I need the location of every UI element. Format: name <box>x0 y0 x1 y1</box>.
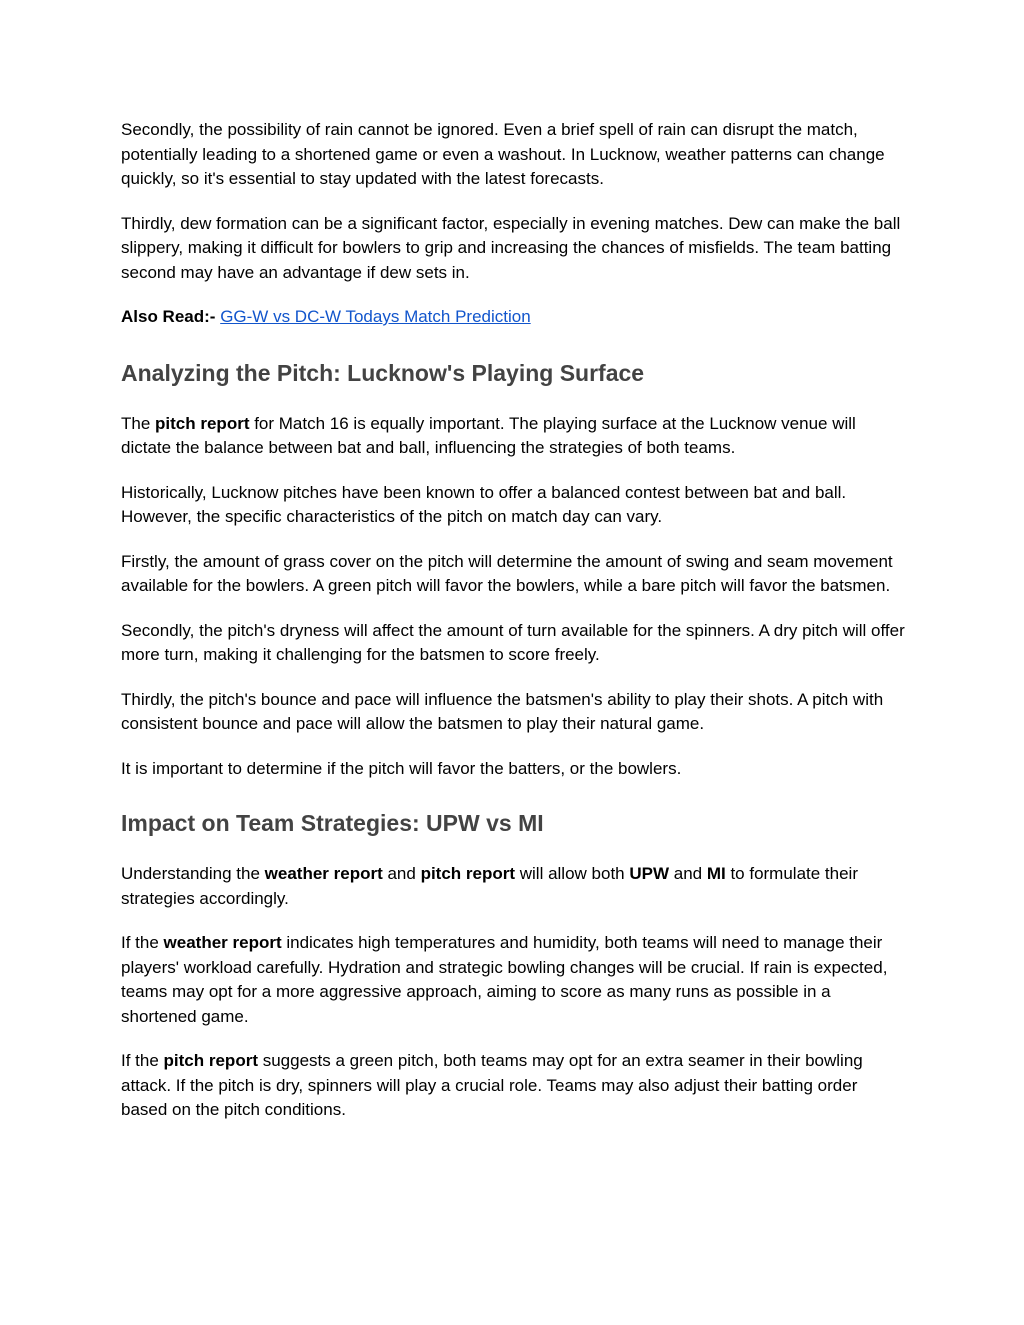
bold-term: weather report <box>264 864 383 883</box>
pitch-grass-paragraph: Firstly, the amount of grass cover on the pitch will determine the amount of swing and seam movement available for the bowlers. A green pitch will favor the bowlers, while a bare pitch will favor the batsmen. <box>121 551 893 595</box>
bold-term: pitch report <box>420 864 516 883</box>
pitch-importance-paragraph: It is important to determine if the pitch will favor the batters, or the bowlers. <box>121 758 682 778</box>
bold-term: pitch report <box>155 413 250 433</box>
pitch-dryness-paragraph: Secondly, the pitch's dryness will affect the amount of turn available for the spinners. A dry pitch will offer more turn, making it challenging for the batsmen to score freely. <box>121 620 905 664</box>
text-run: The <box>121 413 156 433</box>
weather-dew-paragraph: Thirdly, dew formation can be a significant factor, especially in evening matches. Dew can make the ball slippery, making it difficult for bowlers to grip and increasing the chances of misfields. The team batting second may have an advantage if dew sets in. <box>121 213 901 282</box>
text-run: and <box>669 864 707 883</box>
strategy-understanding-paragraph <box>121 862 906 911</box>
pitch-historically-paragraph: Historically, Lucknow pitches have been known to offer a balanced contest between bat and ball. However, the specific characteristics of the pitch on match day can vary. <box>121 482 847 526</box>
text-run: If the <box>121 933 164 952</box>
bold-term: UPW <box>629 864 670 883</box>
text-run: Understanding the <box>121 864 265 883</box>
pitch-bounce-paragraph: Thirdly, the pitch's bounce and pace will influence the batsmen's ability to play their shots. A pitch with consistent bounce and pace will allow the batsmen to play their natural game. <box>121 689 884 733</box>
pitch-intro-paragraph <box>121 412 906 461</box>
pitch-section-heading: Analyzing the Pitch: Lucknow's Playing Surface <box>121 359 645 386</box>
strategy-pitch-paragraph <box>121 1049 906 1123</box>
text-run: for Match 16 is equally important. The playing surface at the Lucknow venue will dictate the balance between bat and ball, influencing the strategies of both teams. <box>121 413 856 457</box>
also-read-label: Also Read:- <box>121 307 216 326</box>
text-run: If the <box>121 1051 164 1070</box>
bold-term: weather report <box>163 933 282 952</box>
bold-term: pitch report <box>163 1051 258 1070</box>
strategy-weather-paragraph <box>121 931 906 1029</box>
text-run: suggests a green pitch, both teams may opt for an extra seamer in their bowling attack. If the pitch is dry, spinners will play a crucial role. Teams may also adjust their batting order based on the pitch conditions. <box>121 1051 863 1119</box>
also-read-line <box>121 305 906 330</box>
text-run: indicates high temperatures and humidity, both teams will need to manage their players' workload carefully. Hydration and strategic bowling changes will be crucial. If rain is expected, teams may opt for a more aggressive approach, aiming to score as many runs as possible in a shortened game. <box>121 933 888 1026</box>
text-run: to formulate their strategies accordingly. <box>121 864 858 908</box>
text-run: and <box>382 864 421 883</box>
strategy-section-heading: Impact on Team Strategies: UPW vs MI <box>121 810 544 836</box>
bold-term: MI <box>706 864 726 883</box>
weather-rain-paragraph: Secondly, the possibility of rain cannot be ignored. Even a brief spell of rain can disrupt the match, potentially leading to a shortened game or even a washout. In Lucknow, weather patterns can change quickly, so it's essential to stay updated with the latest forecasts. <box>121 120 885 188</box>
text-run: will allow both <box>515 864 630 883</box>
also-read-link[interactable]: GG-W vs DC-W Todays Match Prediction <box>220 307 531 326</box>
